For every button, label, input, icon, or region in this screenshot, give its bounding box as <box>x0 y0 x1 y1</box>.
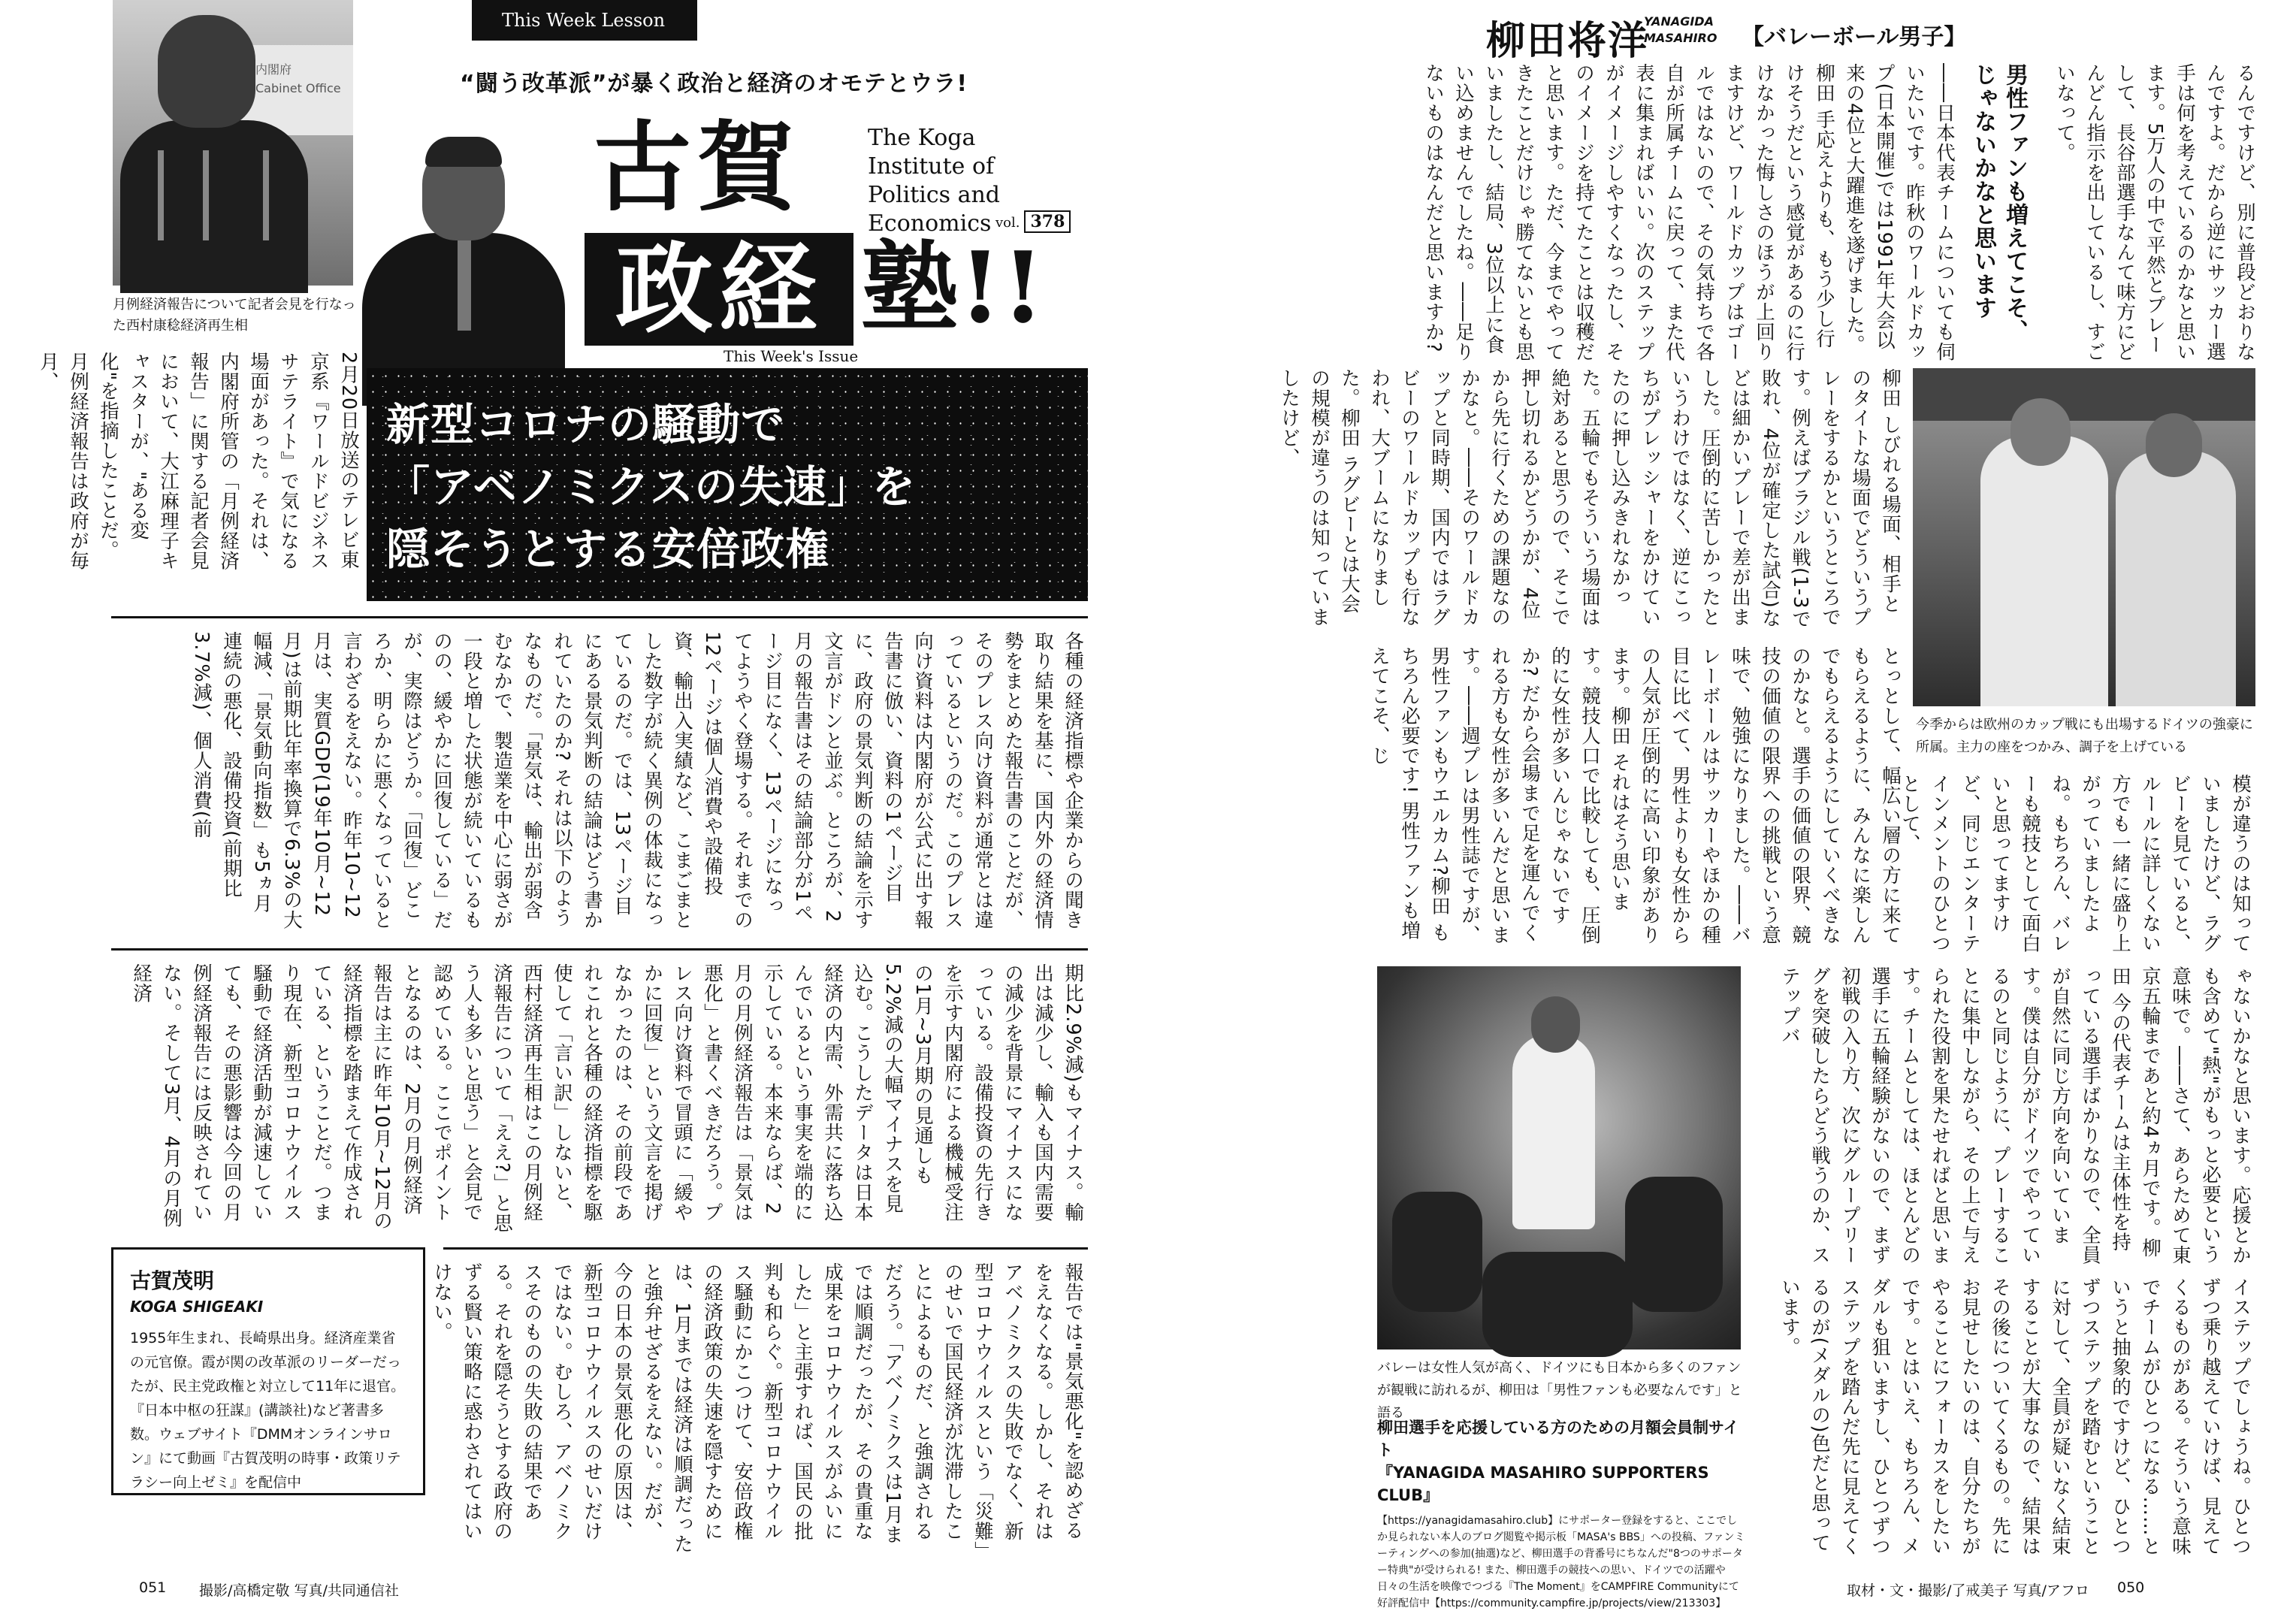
interview-text-2: ――日本代表チームについても伺いたいです。昨秋のワールドカップ(日本開催)では1991年大会以来の4位と大躍進を遂げました。柳田 手応えよりも、もう少し行けそうだという感覚があるのに行けなかった悔しさのほうが上回りますけど、ワールドカップはゴールではないので、その気持ちで各自が所属チームに戻って、また代表に集まればいい。次のステップがイメージしやすくなったし、そのイメージを持てたことは収穫だと思います。ただ、今までやってきたことだけじゃ勝てないとも思いましたし、結局、3位以上に食い込めませんでしたね。――足りないものはなんだと思いますか? <box>1422 63 1956 362</box>
photo-credit: 撮影/高橋定敬 写真/共同通信社 <box>199 1582 399 1599</box>
player-figure <box>1980 436 2108 706</box>
series-title-koga: 古賀 <box>594 110 802 225</box>
supporters-club-name: 『YANAGIDA MASAHIRO SUPPORTERS CLUB』 <box>1377 1464 1709 1504</box>
article-intro-text: 2月20日放送のテレビ東京系『ワールドビジネスサテライト』で気になる場面があった。それは、内閣府所管の「月例経済報告」に関する記者会見において、大江麻理子キャスターが、"ある変化"を指摘したことだ。 <box>97 352 360 571</box>
romaji-line-2: MASAHIRO <box>1644 31 1717 45</box>
portrait-hair <box>425 137 502 167</box>
right-page <box>1148 0 2296 1623</box>
interview-subhead <box>1967 63 2030 364</box>
interviewee-romaji <box>1644 14 1717 47</box>
romaji-line-1: YANAGIDA <box>1644 14 1714 29</box>
interview-col-7 <box>1757 1277 2255 1563</box>
microphone-icon <box>158 150 164 240</box>
sport-label: 【バレーボール男子】 <box>1742 24 1967 50</box>
page-number: 050 <box>2117 1579 2145 1596</box>
institute-name: The Koga Institute of Politics and Economics <box>868 125 1001 237</box>
player-head <box>1531 996 1580 1053</box>
series-title-juku: 塾!! <box>861 230 1045 345</box>
author-romaji: KOGA SHIGEAKI <box>130 1298 264 1316</box>
player-head <box>2146 413 2202 477</box>
article-low-text-a: 期比2.9%減)もマイナス。輸出は減少し、輸入も国内需要の減少を背景にマイナスになっている。設備投資の先行きを示す内閣府による機械受注の1月~3月期の見通しも5.2%減の大幅マイナスを見込む。こうしたデータは日本経済の内需、外需共に落ち込んでいるという事実を端的に示している。本来ならば、2月の月例経済報告は「景気は悪化」と書くべきだろう。プレス向け資料で冒頭に「緩やかに回復」という文言を掲げなかったのは、その前段であれこれと各種の経済指標を駆使して「言い訳」しないと、西村経済再生相はこの月例経済報告について「ええ?」と思う人も多いと思う」と会見で認めている。 <box>430 963 1084 1234</box>
supporters-club-info <box>1377 1416 1745 1612</box>
vol-number: 378 <box>1024 210 1071 233</box>
article-low-text-b: ここでポイントとなるのは、2月の月例経済報告は主に昨年10月~12月の経済指標を踏まえて作成されている、ということだ。つまり現在、新型コロナウイルス騒動で経済活動が減速していても、その悪影響は今回の月例経済報告には反映されていない。そして3月、4月の月例経済 <box>130 963 453 1232</box>
interview-col-3 <box>1278 368 1905 631</box>
series-tagline: “闘う改革派”が暴く政治と経済のオモテとウラ! <box>460 71 968 97</box>
supporters-heading: 柳田選手を応援している方のための月額会員制サイト <box>1377 1419 1739 1459</box>
microphone-icon <box>203 150 209 240</box>
volume-label <box>995 210 1071 233</box>
column-rule <box>111 616 1088 618</box>
article-final-text: 報告では"景気悪化"を認めざるをえなくなる。しかし、それはアベノミクスの失敗でなく、新型コロナウイルスという「災難」のせいで国民経済が沈滞したことによるものだ、と強調されるだろう。「アベノミクスは1月までは順調だったが、その貴重な成果をコロナウイルスがふいにした」と主張すれば、国民の批判も和らぐ。新型コロナウイルス騒動にかこつけて、安倍政権の経済政策の失速を隠すためには、1月までは経済は順調だったと強弁せざるをえない。だが、今の日本の景気悪化の原因は、新型コロナウイルスのせいだけではない。むしろ、アベノミクスそのものの失敗の結果である。それを隠そうとする政府のずる賢い策略に惑わされてはいけない。 <box>430 1262 1084 1555</box>
column-rule <box>111 948 1088 951</box>
interviewee-name: 柳田将洋 <box>1486 19 1649 64</box>
office-sign-text: 内閣府 <box>255 62 292 77</box>
koga-portrait <box>362 90 557 391</box>
interview-col-4 <box>1368 646 1905 947</box>
issue-label: This Week's Issue <box>724 347 859 365</box>
headline-line-2: 「アベノミクスの失速」を <box>386 461 917 512</box>
interview-text-4: とっとして、幅広い層の方に来てもらえるように、みんなに楽しんでもらえるようにしていくべきなのかなと。選手の価値の限界、競技の価値の限界への挑戦という意味で、勉強になりました。――バレーボールはサッカーやほかの種目に比べて、男性よりも女性からの人気が圧倒的に高い印象があります。柳田 それはそう思います。競技人口で比較しても、圧倒的に女性が多いんじゃないですか? だから会場まで足を運んでくれる方も女性が多いんだと思います。――週プレは男性誌ですが、男性ファンもウエルカム?柳田 もちろん必要です! 男性ファンも増えてこそ、じ <box>1368 646 1902 945</box>
photo-crowd <box>1913 368 2255 421</box>
minister-head <box>158 15 255 128</box>
author-name: 古賀茂明 <box>130 1268 215 1293</box>
fan-figure <box>1482 1252 1633 1357</box>
subhead-text: 男性ファンも増えてこそ、じゃないかなと思います <box>1970 63 2028 343</box>
portrait-tie <box>458 240 471 331</box>
players-photo-caption: 今季からは欧州のカップ戦にも出場するドイツの強豪に所属。主力の座をつかみ、調子を上げている <box>1916 717 2253 755</box>
article-intro-col <box>37 352 364 577</box>
article-mid-col <box>111 631 1088 932</box>
interview-text-7: イステップでしょうね。ひとつずつ乗り越えていけば、見えてくるものがある。そういう意味でチームがひとつになる……というと抽象的ですけど、ひとつずつステップを踏むということに対して、全員が疑いなく結束することが大事なので、結果はその後についてくるもの。先にお見せしたいのは、自分たちがやることにフォーカスをしたいです。とはいえ、もちろん、メダルも狙いますし、ひとつずつステップを踏んだ先に見えてくるのが(メダルの)色だと思っています。 <box>1778 1277 2252 1556</box>
lesson-tag: This Week Lesson <box>472 0 697 41</box>
office-sign-en: Cabinet Office <box>255 81 341 95</box>
article-mid-text-b: 「景気は、輸出が弱含むなかで、製造業を中心に弱さが一段と増した状態が続いているものの、緩やかに回復している」だが、実際はどうか。「回復」どころか、明らかに悪くなっていると言わざるをえない。昨年10~12月は、実質GDP(19年10月~12月)は前期比年率換算で6.3%の大幅減、「景気動向指数」も5ヵ月連続の悪化、設備投資(前期比3.7%減)、個人消費(前 <box>190 631 543 930</box>
interview-text-1: るんですけど、別に普段どおりなんですよ。だから逆にサッカー選手は何を考えているのかなと思います。5万人の中で平然とプレーして、長谷部選手なんて味方にどんどん指示を出しているし、すごいなって。 <box>2053 63 2256 362</box>
players-photo <box>1913 368 2255 706</box>
interview-col-5 <box>1899 774 2255 954</box>
interview-text-3: 柳田 しびれる場面、相手とのタイトな場面でどういうプレーをするかというところです。例えばブラジル戦(1-3で敗れ、4位が確定した試合)などは細かいプレーで差が出ました。圧倒的に苦しかったというわけではなく、逆にこっちがプレッシャーをかけていたのに押し込みきれなかった。五輪でもそういう場面は絶対あると思うので、そこで押し切れるかどうかが、4位から先に行くための課題なのかなと。――そのワールドカップと同時期、国内ではラグビーのワールドカップも行なわれ、大ブームになりました。柳田 ラグビーとは大会の規模が違うのは知っていましたけど、 <box>1278 368 1902 630</box>
article-low-col <box>111 963 1088 1234</box>
player-figure <box>1512 1034 1595 1229</box>
vol-prefix: vol. <box>995 215 1020 231</box>
interview-text-6: ゃないかなと思います。応援とかも含めて"熱"がもっと必要という意味で。――さて、あらためて東京五輪まであと約4ヵ月です。柳田 今の代表チームは主体性を持っている選手ばかりなので、全員が自然に同じ方向を向いています。僕は自分がドイツでやっているのと同じように、プレーすることに集中しながら、その上で与えられた役割を果たせればと思います。チームとしては、ほとんどの選手に五輪経験がないので、まず初戦の入り方、次にグループリーグを突破したらどう戦うのか、ステップバ <box>1778 966 2252 1265</box>
author-bio: 1955年生まれ、長崎県出身。経済産業省の元官僚。霞が関の改革派のリーダーだったが、民主党政権と対立して11年に退官。『日本中枢の狂謀』(講談社)など著書多数。ウェブサイト『DMMオンラインサロン』にて動画『古賀茂明の時事・政策リテラシー向上ゼミ』を配信中 <box>130 1330 406 1491</box>
minister-press-photo <box>113 0 353 286</box>
fans-photo-caption: バレーは女性人気が高く、ドイツにも日本から多くのファンが観戦に訪れるが、柳田は「男性ファンも必要なんです」と語る <box>1377 1360 1742 1421</box>
headline-line-3: 隠そうとする安倍政権 <box>386 524 830 575</box>
microphone-icon <box>263 150 269 240</box>
headline-line-1: 新型コロナの騒動で <box>386 399 786 450</box>
fan-figure <box>1392 1192 1482 1312</box>
fan-figure <box>1625 1177 1723 1312</box>
photo-credit: 取材・文・撮影/了戒美子 写真/アフロ <box>1847 1582 2089 1599</box>
article-mid-text-a: 各種の経済指標や企業からの聞き取り結果を基に、国内外の経済情勢をまとめた報告書のことだが、そのプレス向け資料が通常とは違っているというのだ。このプレス向け資料は内閣府が公式に出す報告書に倣い、資料の1ページ目に、政府の景気判断の結論を示す文言がドンと並ぶ。ところが、2月の報告書はその結論部分が1ページ目になく、13ページになってようやく登場する。それまでの12ページは個人消費や設備投資、輸出入実績など、こまごまとした数字が続く異例の体裁になっているのだ。では、13ページ目にある景気判断の結論はどう書かれていたのか? それは以下のようなものだ。 <box>521 631 1084 930</box>
series-title-seikei: 政経 <box>585 233 853 346</box>
article-intro-cont: 月例経済報告は政府が毎月、 <box>37 352 89 571</box>
author-profile <box>111 1247 425 1495</box>
minister-photo-caption: 月例経済報告について記者会見を行なった西村康稔経済再生相 <box>113 297 356 334</box>
player-figure <box>2116 451 2236 706</box>
player-head <box>2011 398 2071 466</box>
headline-box <box>367 368 1088 601</box>
interview-text-5: 模が違うのは知っていましたけど、ラグビーを見ていると、ルールに詳しくない方でも一緒に盛り上がっていましたよね。もちろん、バレーも競技として面白いと思ってますけど、同じエンターテインメントのひとつとして、 <box>1899 774 2252 954</box>
article-final-col <box>430 1262 1088 1555</box>
supporters-body: 【https://yanagidamasahiro.club】にサポーター登録をすると、ここでしか見られない本人のブログ閲覧や掲示板「MASA's BBS」への投稿、ファンミーティングへの参加(抽選)など、柳田選手の背番号にちなんだ"8つのサポーター特典"が受けられる! また、柳田選手の競技への思い、ドイツでの活躍や日々の生活を映像でつづる『The Moment』をCAMPFIRE Communityにて好評配信中【https://community.campfire.jp/projects/view/213303】 <box>1377 1515 1745 1609</box>
page-number: 051 <box>139 1579 167 1596</box>
interview-col-1 <box>2035 63 2260 364</box>
minister-figure <box>120 120 308 293</box>
interview-col-2 <box>1373 63 1959 364</box>
column-rule <box>443 1247 1088 1250</box>
interview-col-6 <box>1757 966 2255 1267</box>
fans-photo <box>1377 966 1741 1349</box>
